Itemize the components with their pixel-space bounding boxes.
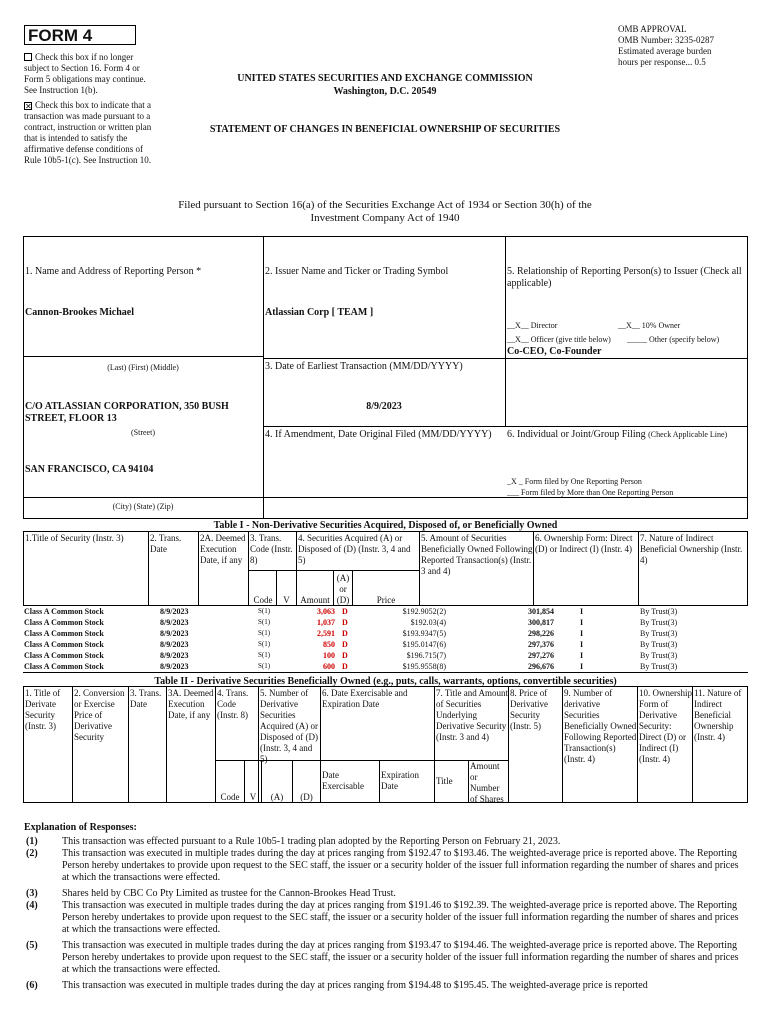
note-number: (2): [26, 848, 38, 859]
t1-cell-nature: By Trust(3): [640, 629, 678, 638]
t2-col-title: 1. Title of Derivate Security (Instr. 3): [25, 688, 61, 731]
t1-cell-ad: D: [342, 629, 348, 638]
t1-cell-price: $192.9052(2): [402, 607, 446, 616]
t2-sub-a: (A): [270, 792, 284, 802]
note-text: This transaction was executed in multiple trades during the day at prices ranging from $194.48 to $195.45. The weighted-average price is reported: [62, 980, 648, 991]
t1-cell-ad: D: [342, 607, 348, 616]
statement-title: STATEMENT OF CHANGES IN BENEFICIAL OWNERSHIP OF SECURITIES: [209, 124, 561, 135]
t2-col-code: 4. Trans. Code (Instr. 8): [217, 688, 249, 720]
t1-cell-price: $195.9558(8): [402, 662, 446, 671]
t2-sub-code: Code: [220, 792, 240, 802]
t2-col-nature: 11. Nature of Indirect Beneficial Ownership (Instr. 4): [694, 688, 742, 742]
t1-cell-title: Class A Common Stock: [24, 618, 104, 627]
reporting-person-name: Cannon-Brookes Michael: [25, 307, 134, 318]
t2-sub-expiration: Expiration Date: [381, 770, 419, 791]
t1-cell-code: S(1): [258, 607, 271, 615]
issuer-name: Atlassian Corp [ TEAM ]: [265, 307, 374, 318]
form-title: FORM 4: [24, 25, 136, 45]
street-label: (Street): [131, 428, 155, 437]
earliest-transaction-date: 8/9/2023: [366, 401, 402, 412]
t1-cell-date: 8/9/2023: [160, 618, 189, 627]
filing-option-one: _X _ Form filed by One Reporting Person: [507, 477, 642, 486]
note-number: (1): [26, 836, 38, 847]
t1-col-title: 1.Title of Security (Instr. 3): [25, 533, 124, 543]
t2-col-underlying: 7. Title and Amount of Securities Underlying Derivative Security (Instr. 3 and 4): [436, 688, 509, 742]
t1-cell-ad: D: [342, 651, 348, 660]
filed-pursuant-line2: Investment Company Act of 1940: [310, 212, 460, 224]
table-row: [24, 661, 744, 672]
t2-col-price: 8. Price of Derivative Security (Instr. 5): [510, 688, 548, 731]
note-text: Shares held by CBC Co Pty Limited as trustee for the Cannon-Brookes Head Trust.: [62, 888, 396, 899]
box2-label: 2. Issuer Name and Ticker or Trading Symbol: [265, 266, 449, 277]
t1-cell-amount: 850: [323, 640, 335, 649]
t1-cell-owned: 300,817: [528, 618, 554, 627]
checkbox-10b5-1[interactable]: ✕ Check this box to indicate that a transaction was made pursuant to a contract, instruction or written plan that is intended to satisfy the affirmative defense conditions of Rule 10b5-1(c). See Instruction 10.: [24, 100, 152, 165]
checkbox-icon[interactable]: [24, 53, 32, 61]
note-number: (5): [26, 940, 38, 951]
note-text: This transaction was executed in multiple trades during the day at prices ranging from $193.47 to $194.46. The weighted-average price is reported above. The Reporting Person hereby undertakes to provide upon request to the SEC staff, the issuer or a security holder of the issuer full information regarding the number of shares and prices at which the transactions were effected.: [62, 940, 739, 975]
t1-sub-price: Price: [376, 595, 396, 605]
t1-cell-title: Class A Common Stock: [24, 640, 104, 649]
t1-cell-owned: 297,276: [528, 651, 554, 660]
t1-cell-amount: 2,591: [317, 629, 335, 638]
t1-cell-code: S(1): [258, 618, 271, 626]
t1-cell-price: $196.715(7): [406, 651, 446, 660]
t1-cell-ad: D: [342, 662, 348, 671]
t1-cell-code: S(1): [258, 662, 271, 670]
t1-cell-form: I: [580, 662, 584, 671]
t1-cell-ad: D: [342, 640, 348, 649]
t1-cell-date: 8/9/2023: [160, 651, 189, 660]
t1-cell-amount: 3,063: [317, 607, 335, 616]
t1-cell-title: Class A Common Stock: [24, 662, 104, 671]
t1-cell-code: S(1): [258, 629, 271, 637]
t1-cell-title: Class A Common Stock: [24, 607, 104, 616]
t1-cell-amount: 1,037: [317, 618, 335, 627]
t1-cell-nature: By Trust(3): [640, 607, 678, 616]
t2-sub-title: Title: [436, 776, 453, 786]
t1-cell-nature: By Trust(3): [640, 651, 678, 660]
agency-name: UNITED STATES SECURITIES AND EXCHANGE COMMISSION: [237, 73, 533, 84]
t1-cell-code: S(1): [258, 640, 271, 648]
t1-cell-ad: D: [342, 618, 348, 627]
note-number: (3): [26, 888, 38, 899]
t1-sub-code: Code: [253, 595, 273, 605]
box3-label: 3. Date of Earliest Transaction (MM/DD/YYYY): [265, 361, 463, 372]
t1-col-date: 2. Trans. Date: [150, 533, 182, 554]
t1-cell-owned: 296,676: [528, 662, 554, 671]
reporting-person-city: SAN FRANCISCO, CA 94104: [25, 464, 154, 475]
t1-cell-owned: 297,376: [528, 640, 554, 649]
t1-col-ownership-form: 6. Ownership Form: Direct (D) or Indirect (I) (Instr. 4): [535, 533, 633, 554]
note-text: This transaction was executed in multiple trades during the day at prices ranging from $191.46 to $192.39. The weighted-average price is reported above. The Reporting Person hereby undertakes to provide upon request to the SEC staff, the issuer or a security holder of the issuer full information regarding the number of shares and prices at which the transactions were effected.: [62, 900, 739, 935]
other-flag: _____ Other (specify below): [627, 335, 720, 344]
note-number: (6): [26, 980, 38, 991]
table2-title: Table II - Derivative Securities Beneficially Owned (e.g., puts, calls, warrants, options, convertible securities): [154, 676, 617, 687]
table-row: [24, 617, 744, 628]
city-label: (City) (State) (Zip): [112, 502, 174, 511]
t2-col-conversion: 2. Conversion or Exercise Price of Derivative Security: [74, 688, 125, 742]
box6-label: 6. Individual or Joint/Group Filing (Check Applicable Line): [507, 429, 728, 440]
t1-col-acquired: 4. Securities Acquired (A) or Disposed of (D) (Instr. 3, 4 and 5): [298, 533, 411, 565]
t1-col-code: 3. Trans. Code (Instr. 8): [250, 533, 293, 565]
director-flag: __X__ Director: [507, 321, 558, 330]
t1-cell-amount: 600: [323, 662, 335, 671]
table1-title: Table I - Non-Derivative Securities Acquired, Disposed of, or Beneficially Owned: [213, 520, 558, 531]
note-text: This transaction was executed in multiple trades during the day at prices ranging from $192.47 to $193.46. The weighted-average price is reported above. The Reporting Person hereby undertakes to provide upon request to the SEC staff, the issuer or a security holder of the issuer full information regarding the number of shares and prices at which the transactions were effected.: [62, 848, 739, 883]
t2-col-deemed: 3A. Deemed Execution Date, if any: [168, 688, 214, 720]
box5-label: 5. Relationship of Reporting Person(s) to Issuer (Check all applicable): [507, 266, 742, 289]
t1-cell-form: I: [580, 640, 584, 649]
t1-cell-nature: By Trust(3): [640, 640, 678, 649]
officer-title: Co-CEO, Co-Founder: [507, 346, 602, 357]
t1-col-deemed: 2A. Deemed Execution Date, if any: [200, 533, 246, 565]
t2-sub-d: (D): [300, 792, 313, 802]
agency-location: Washington, D.C. 20549: [333, 86, 437, 97]
t1-sub-v: V: [283, 595, 290, 605]
t1-cell-price: $192.03(4): [410, 618, 446, 627]
t1-cell-form: I: [580, 618, 584, 627]
omb-approval: OMB APPROVAL OMB Number: 3235-0287 Estimated average burden hours per response... 0.5: [618, 24, 714, 67]
t1-cell-amount: 100: [323, 651, 335, 660]
t1-col-amount-owned: 5. Amount of Securities Beneficially Owned Following Reported Transaction(s) (Instr. 3 and 4): [421, 533, 533, 576]
filing-option-multiple: ___ Form filed by More than One Reporting Person: [507, 488, 674, 497]
t2-sub-date-exercisable: Date Exercisable: [322, 770, 364, 791]
t2-col-ownership-form: 10. Ownership Form of Derivative Security: Direct (D) or Indirect (I) (Instr. 4): [639, 688, 692, 764]
t1-cell-date: 8/9/2023: [160, 640, 189, 649]
t2-col-date: 3. Trans. Date: [130, 688, 162, 709]
t1-cell-price: $195.0147(6): [402, 640, 446, 649]
table-row: [24, 606, 744, 617]
t1-cell-price: $193.9347(5): [402, 629, 446, 638]
t2-col-exercisable: 6. Date Exercisable and Expiration Date: [322, 688, 408, 709]
t1-cell-date: 8/9/2023: [160, 607, 189, 616]
t1-cell-nature: By Trust(3): [640, 618, 678, 627]
note-text: This transaction was effected pursuant to a Rule 10b5-1 trading plan adopted by the Reporting Person on February 21, 2023.: [62, 836, 561, 847]
table-row: [24, 639, 744, 650]
t1-cell-date: 8/9/2023: [160, 662, 189, 671]
t1-cell-title: Class A Common Stock: [24, 629, 104, 638]
officer-flag: __X__ Officer (give title below): [507, 335, 611, 344]
box1-label: 1. Name and Address of Reporting Person *: [25, 266, 202, 277]
table-row: [24, 628, 744, 639]
table-row: [24, 650, 744, 661]
t1-cell-form: I: [580, 629, 584, 638]
t1-cell-date: 8/9/2023: [160, 629, 189, 638]
t1-sub-amount: Amount: [300, 595, 330, 605]
reporting-person-address: C/O ATLASSIAN CORPORATION, 350 BUSH STREET, FLOOR 13: [25, 401, 229, 424]
ten-pct-owner-flag: __X__ 10% Owner: [618, 321, 681, 330]
t1-cell-title: Class A Common Stock: [24, 651, 104, 660]
t2-col-owned: 9. Number of derivative Securities Beneficially Owned Following Reported Transaction(s) (Instr. 4): [564, 688, 637, 764]
filed-pursuant-line1: Filed pursuant to Section 16(a) of the Securities Exchange Act of 1934 or Section 30(h) of the: [178, 199, 592, 211]
name-parts-label: (Last) (First) (Middle): [107, 363, 179, 372]
t1-cell-nature: By Trust(3): [640, 662, 678, 671]
note-number: (4): [26, 900, 38, 911]
t1-cell-owned: 301,854: [528, 607, 554, 616]
t1-col-nature: 7. Nature of Indirect Beneficial Ownership (Instr. 4): [640, 533, 743, 565]
checkbox-no-longer-subject[interactable]: Check this box if no longer subject to Section 16. Form 4 or Form 5 obligations may continue. See Instruction 1(b).: [24, 52, 146, 95]
t1-cell-owned: 298,226: [528, 629, 554, 638]
t1-cell-form: I: [580, 607, 584, 616]
explanation-heading: Explanation of Responses:: [24, 822, 137, 833]
t1-sub-ad: (A) or (D): [336, 573, 350, 605]
checked-box-icon[interactable]: ✕: [25, 102, 32, 111]
t2-col-number: 5. Number of Derivative Securities Acquired (A) or Disposed of (D) (Instr. 3, 4 and 5): [260, 688, 318, 764]
t1-cell-code: S(1): [258, 651, 271, 659]
box4-label: 4. If Amendment, Date Original Filed (MM/DD/YYYY): [265, 429, 492, 440]
t2-sub-amount: Amount or Number of Shares: [470, 761, 504, 804]
t2-sub-v: V: [249, 792, 257, 802]
t1-cell-form: I: [580, 651, 584, 660]
